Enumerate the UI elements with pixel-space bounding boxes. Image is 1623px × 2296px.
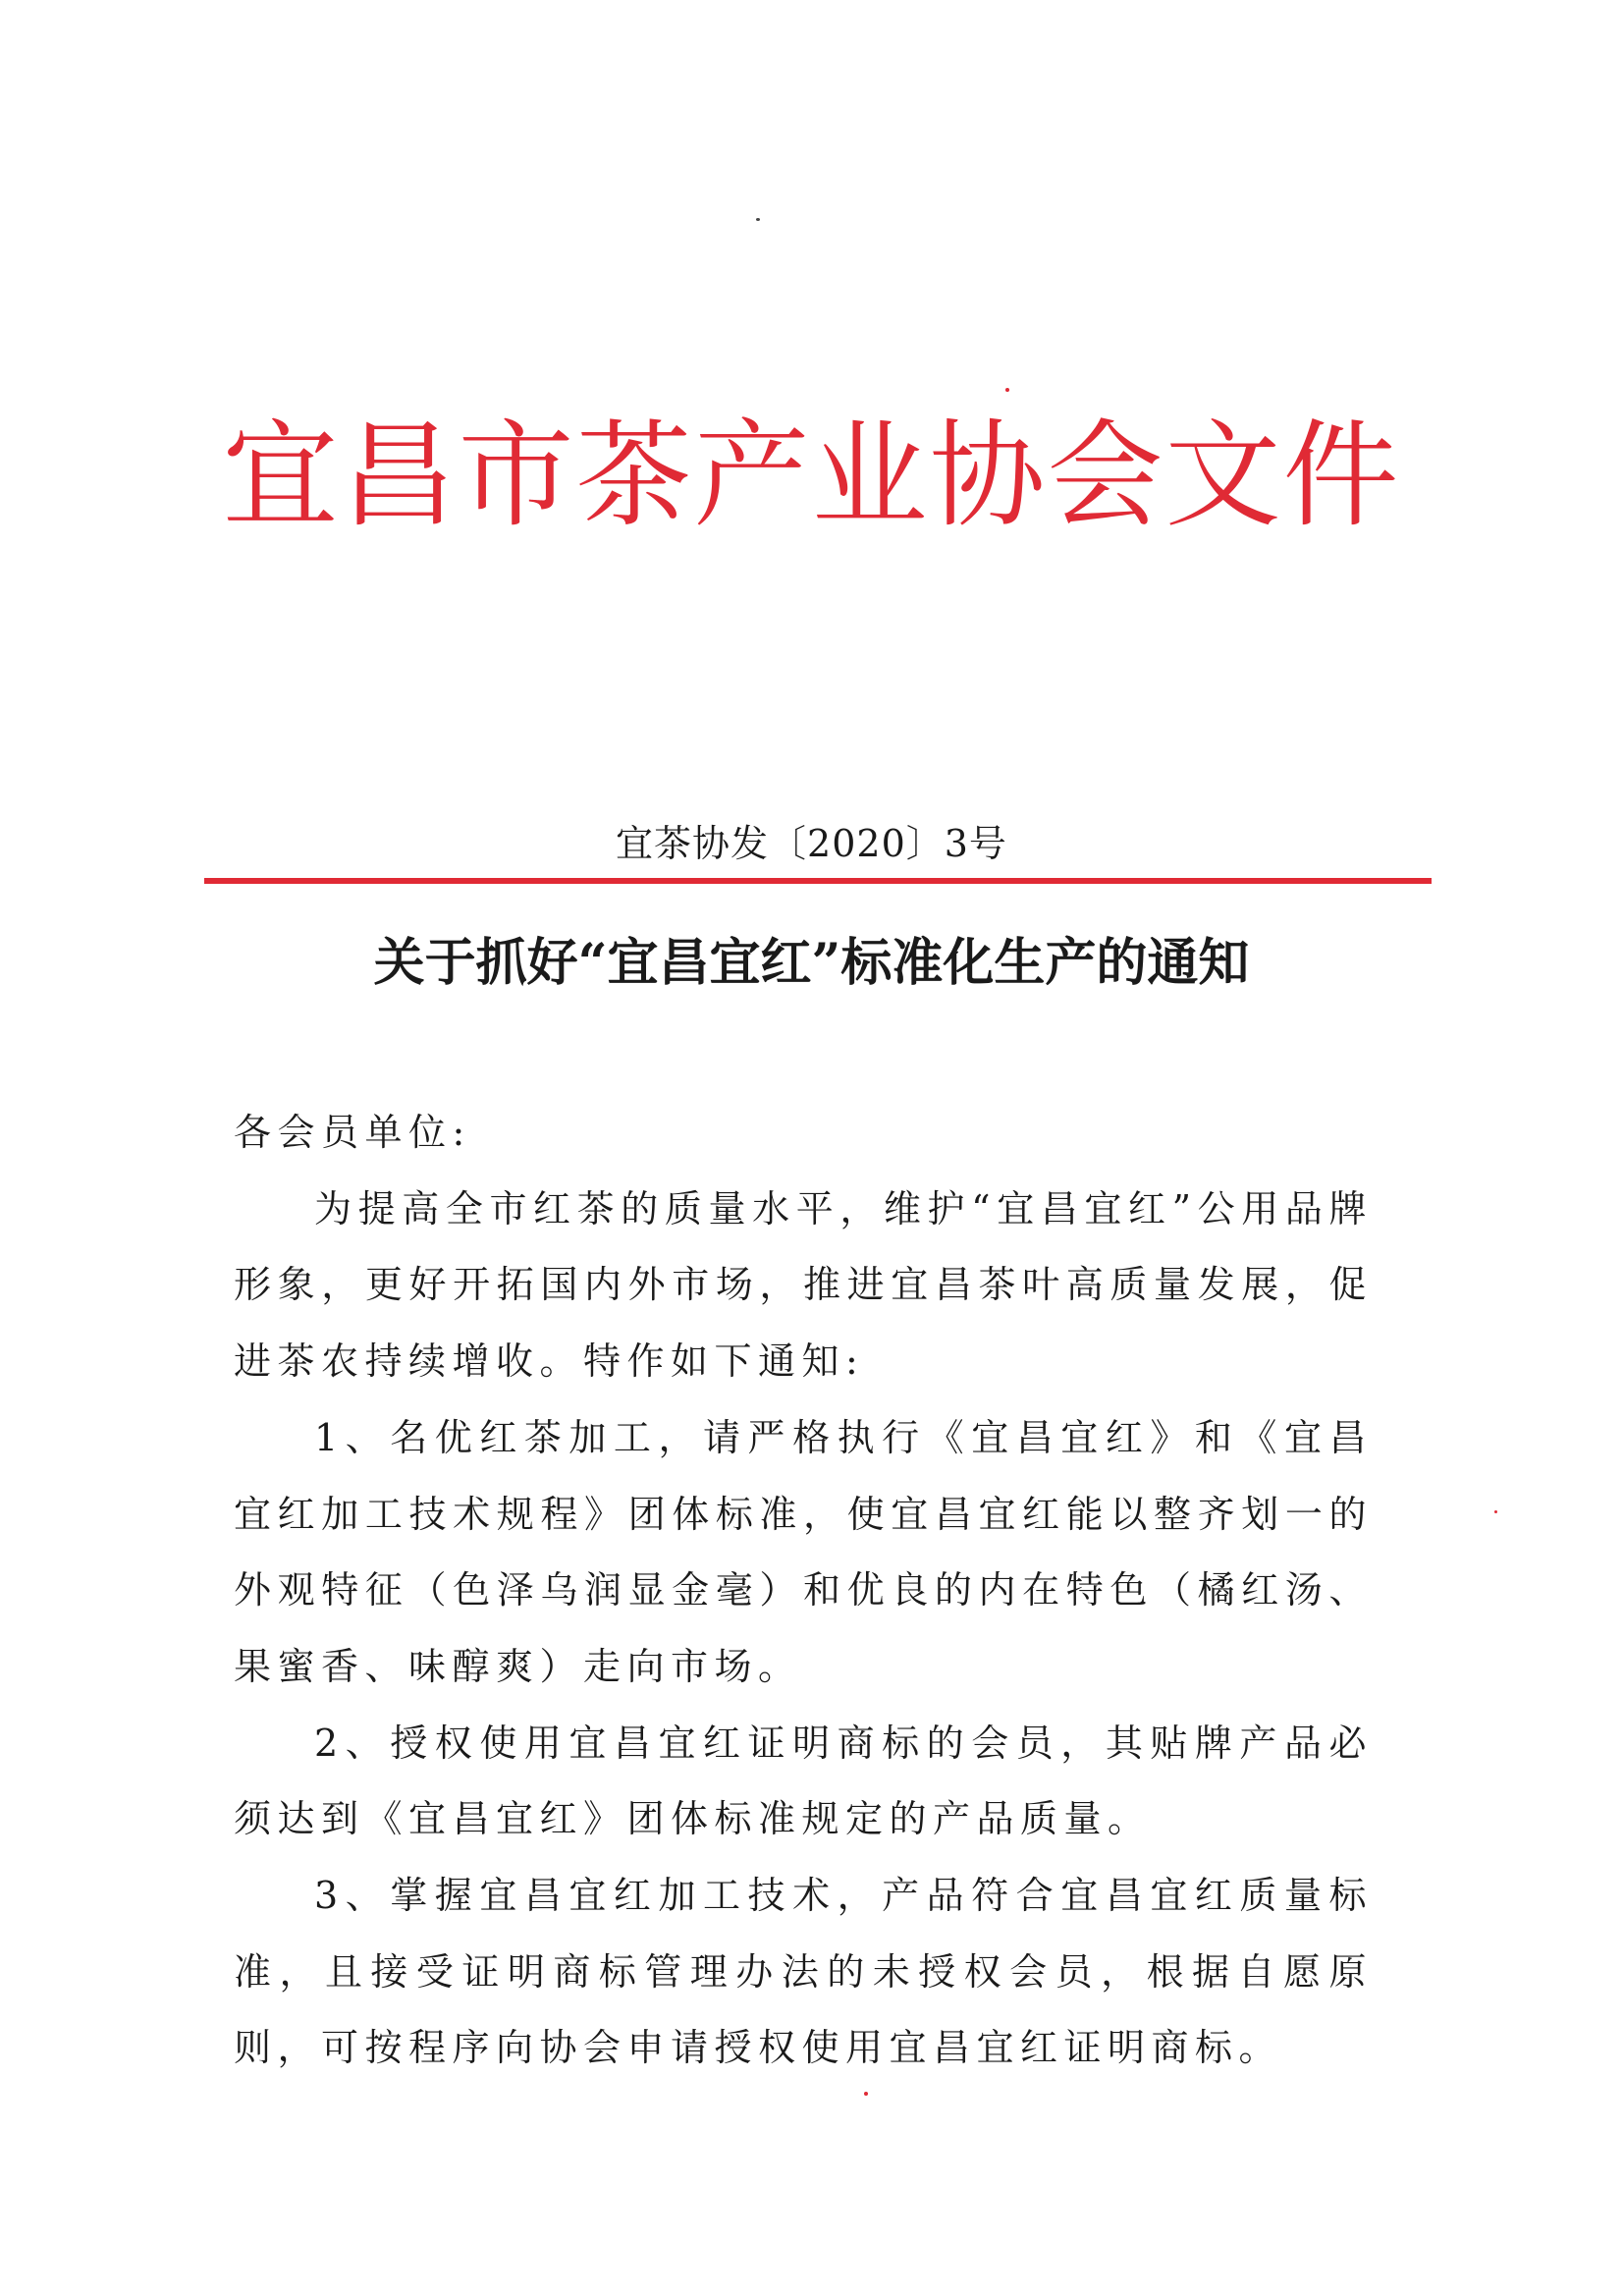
notice-body: [234, 1095, 1373, 2087]
salutation: 各会员单位:: [234, 1111, 471, 1154]
paragraph-item-1: 1、名优红茶加工，请严格执行《宜昌宜红》和《宜昌宜红加工技术规程》团体标准，使宜昌宜红能以整齐划一的外观特征（色泽乌润显金毫）和优良的内在特色（橘红汤、果蜜香、味醇爽）走向市场。: [234, 1415, 1373, 1688]
red-divider-line: [204, 878, 1432, 884]
paragraph-item-3: 3、掌握宜昌宜红加工技术，产品符合宜昌宜红质量标准，且接受证明商标管理办法的未授权会员，根据自愿原则，可按程序向协会申请授权使用宜昌宜红证明商标。: [234, 1874, 1373, 2070]
scan-speck: [756, 218, 760, 221]
org-header-title: 宜昌市茶产业协会文件: [222, 408, 1401, 543]
scan-speck: [1494, 1510, 1497, 1513]
document-number: 宜茶协发〔2020〕3号: [616, 822, 1007, 865]
paragraph-intro: 为提高全市红茶的质量水平，维护“宜昌宜红”公用品牌形象，更好开拓国内外市场，推进宜昌茶叶高质量发展，促进茶农持续增收。特作如下通知:: [234, 1186, 1373, 1384]
notice-title: 关于抓好“宜昌宜红”标准化生产的通知: [373, 933, 1250, 993]
scan-speck: [1005, 388, 1009, 392]
paragraph-item-2: 2、授权使用宜昌宜红证明商标的会员，其贴牌产品必须达到《宜昌宜红》团体标准规定的产品质量。: [234, 1721, 1373, 1841]
scan-speck: [864, 2092, 868, 2096]
